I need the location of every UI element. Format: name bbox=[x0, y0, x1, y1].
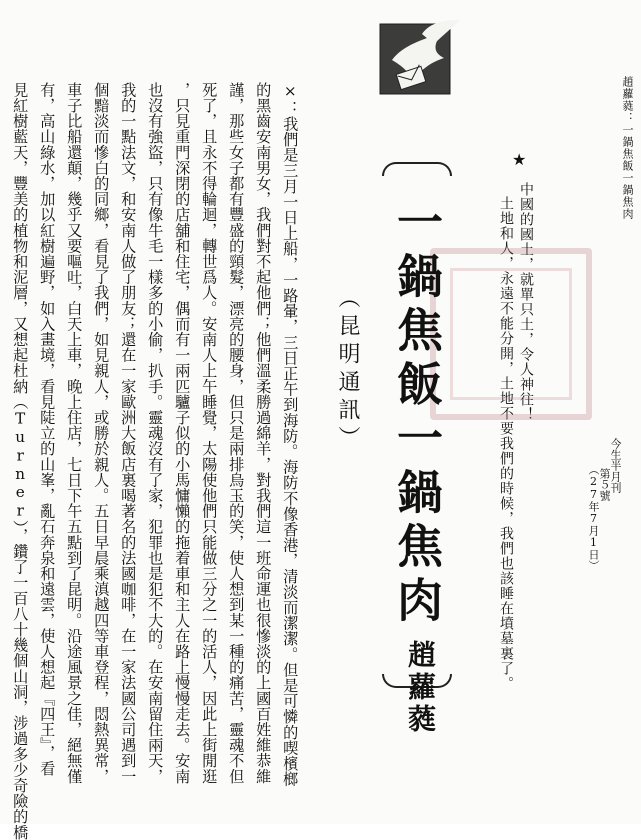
publication-name: 今生半月刊 bbox=[609, 438, 622, 493]
issue-number: 第５號 bbox=[598, 468, 611, 501]
body-column: 的黑齒安南男女，我們對不起他們；他們溫柔勝過綿羊，對我們這一班命運也很慘淡的上國百姓維恭維 bbox=[254, 82, 273, 784]
body-column: 有，高山綠水，加以紅樹遍野，如入畫境，看見陡立的山峯，亂石奔泉和遠雲，使人想起『四王』，看 bbox=[38, 82, 57, 777]
dove-emblem-icon bbox=[372, 14, 468, 110]
epigraph-line: 土地和人，永遠不能分開，土地不要我們的時候，我們也該睡在墳墓裏了。 bbox=[498, 196, 514, 691]
running-header: 趙蘿蕤：一鍋焦飯一鍋焦肉 bbox=[621, 76, 634, 220]
body-column: 謹，那些女子都有豐盛的頸髮，漂亮的腰身，但只是兩排烏玉的笑，使人想到某一種的痛苦，靈魂不但 bbox=[227, 82, 246, 784]
body-column: ×：我們是三月一日上船，一路暈，三日正午到海防。海防不像香港，清淡而潔潔。但是可憐的喫檳榔 bbox=[281, 82, 300, 787]
issue-date: （27年7月1日） bbox=[587, 464, 600, 571]
seal-watermark bbox=[430, 248, 592, 420]
body-column: 見紅樹藍天，豐美的植物和泥層，又想起杜納（Turner），鑽了一百八十幾個山洞，涉過多少奇險的橋 bbox=[11, 82, 30, 840]
body-column: 也沒有強盜，只有像牛毛一樣多的小偷，扒手。靈魂沒有了家，犯罪也是犯不大的。在安南留住兩天， bbox=[146, 82, 165, 784]
epigraph-line: 中國的國土，就單只土，令人神往！ bbox=[518, 182, 534, 422]
body-column: 死了，且永不得輪迴，轉世爲人。安南人上午睡覺，太陽使他們只能做三分之一的活人，因此上街閒逛 bbox=[200, 82, 219, 784]
body-column: ，只見重門深閉的店舖和住宅，偶而有一兩匹驢子似的小馬慵懶的拖着車和主人在路上慢慢走去。安南 bbox=[173, 82, 192, 784]
star-icon: ★ bbox=[512, 150, 527, 169]
issue-info bbox=[588, 438, 621, 571]
body-column: 我的一點法文，和安南人做了朋友；還在一家歐洲大飯店裏喝著名的法國咖啡，在一家法國公司遇到一 bbox=[119, 82, 138, 784]
article-title: 一鍋焦飯一鍋焦肉 bbox=[390, 198, 444, 630]
article-subtitle: （昆明通訊） bbox=[335, 286, 360, 454]
body-column: 車子比船還顛，幾乎又要嘔吐，白天上車，晚上住店，七日下午五點到了昆明。沿途風景之佳，絕無僅 bbox=[65, 82, 84, 784]
body-column: 個黯淡而慘白的同鄉，看見了我們，如見親人，或勝於親人。五日早晨乘滇越四等車登程，悶熱異常， bbox=[92, 82, 111, 784]
author-name: 趙蘿蕤 bbox=[404, 640, 437, 736]
